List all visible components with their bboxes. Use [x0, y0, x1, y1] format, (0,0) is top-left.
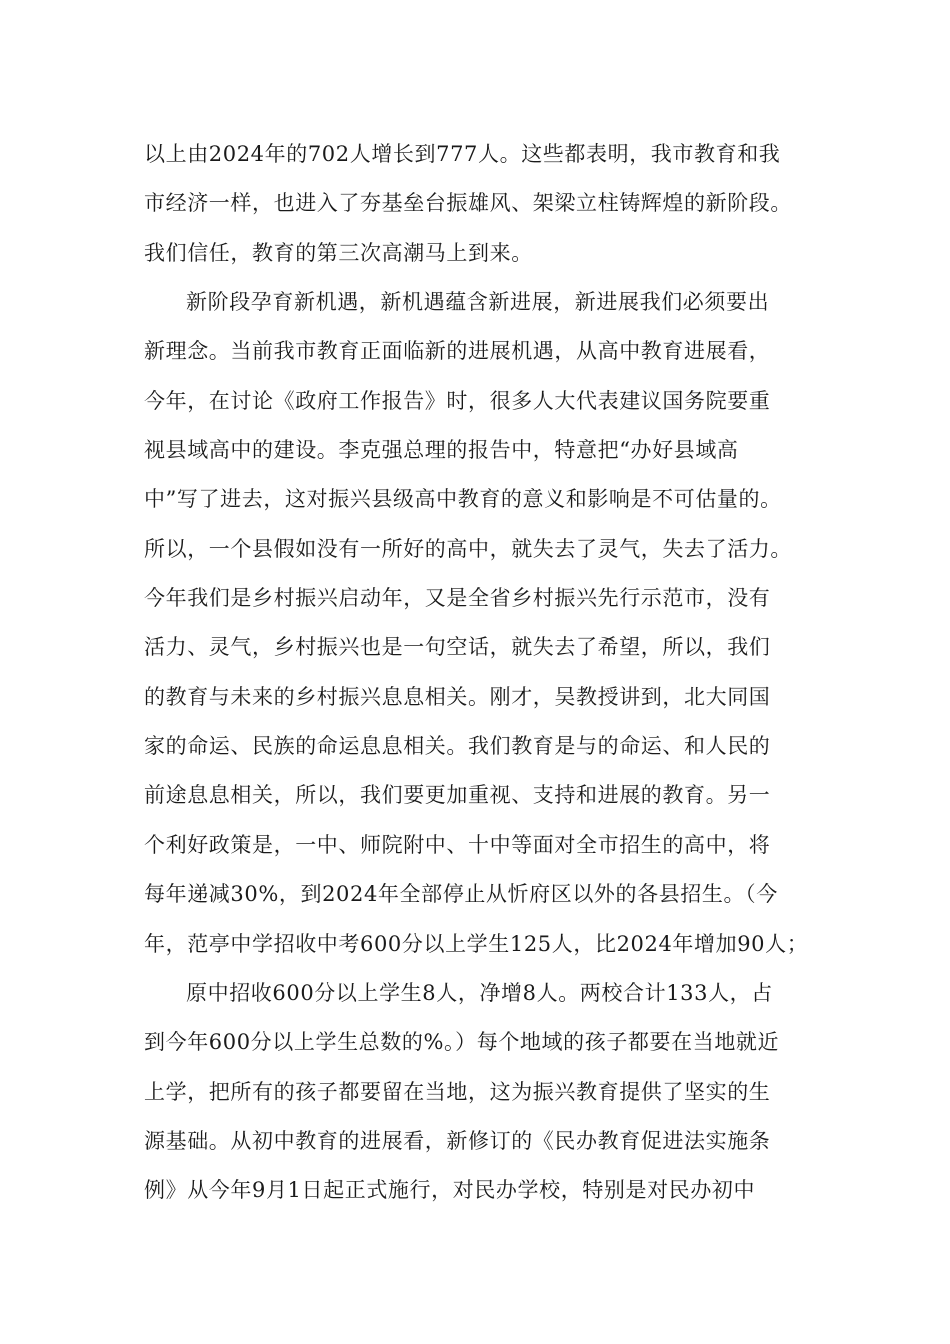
- text-line: 例》从今年9月1日起正式施行，对民办学校，特别是对民办初中: [144, 1178, 756, 1203]
- text-line: 原中招收600分以上学生8人，净增8人。两校合计133人，占: [186, 980, 773, 1005]
- text-line: 视县域高中的建设。李克强总理的报告中，特意把“办好县域高: [144, 438, 739, 463]
- text-line: 今年我们是乡村振兴启动年，又是全省乡村振兴先行示范市，没有: [144, 586, 771, 611]
- text-line: 每年递减30%，到2024年全部停止从忻府区以外的各县招生。（今: [144, 882, 778, 907]
- text-line: 家的命运、民族的命运息息相关。我们教育是与的命运、和人民的: [144, 734, 771, 759]
- text-line: 活力、灵气，乡村振兴也是一句空话，就失去了希望，所以，我们: [144, 635, 771, 660]
- text-line: 今年，在讨论《政府工作报告》时，很多人大代表建议国务院要重: [144, 388, 771, 413]
- text-line: 的教育与未来的乡村振兴息息相关。刚才，吴教授讲到，北大同国: [144, 684, 771, 709]
- text-line: 源基础。从初中教育的进展看，新修订的《民办教育促进法实施条: [144, 1128, 771, 1153]
- text-line: 年，范亭中学招收中考600分以上学生125人，比2024年增加90人；: [144, 931, 809, 956]
- body-text: [144, 130, 824, 1216]
- text-line: 新理念。当前我市教育正面临新的进展机遇，从高中教育进展看，: [144, 339, 771, 364]
- text-line: 个利好政策是，一中、师院附中、十中等面对全市招生的高中，将: [144, 832, 771, 857]
- text-line: 市经济一样，也进入了夯基垒台振雄风、架梁立柱铸辉煌的新阶段。: [144, 191, 792, 216]
- text-line: 到今年600分以上学生总数的%。）每个地域的孩子都要在当地就近: [144, 1030, 780, 1055]
- text-line: 以上由2024年的702人增长到777人。这些都表明，我市教育和我: [144, 142, 781, 166]
- text-line: 所以，一个县假如没有一所好的高中，就失去了灵气，失去了活力。: [144, 536, 792, 561]
- text-line: 中”写了进去，这对振兴县级高中教育的意义和影响是不可估量的。: [144, 487, 782, 512]
- text-line: 上学，把所有的孩子都要留在当地，这为振兴教育提供了坚实的生: [144, 1079, 771, 1104]
- text-line: 我们信任，教育的第三次高潮马上到来。: [144, 240, 533, 265]
- text-line: 新阶段孕育新机遇，新机遇蕴含新进展，新进展我们必须要出: [186, 290, 770, 315]
- text-line: 前途息息相关，所以，我们要更加重视、支持和进展的教育。另一: [144, 783, 771, 808]
